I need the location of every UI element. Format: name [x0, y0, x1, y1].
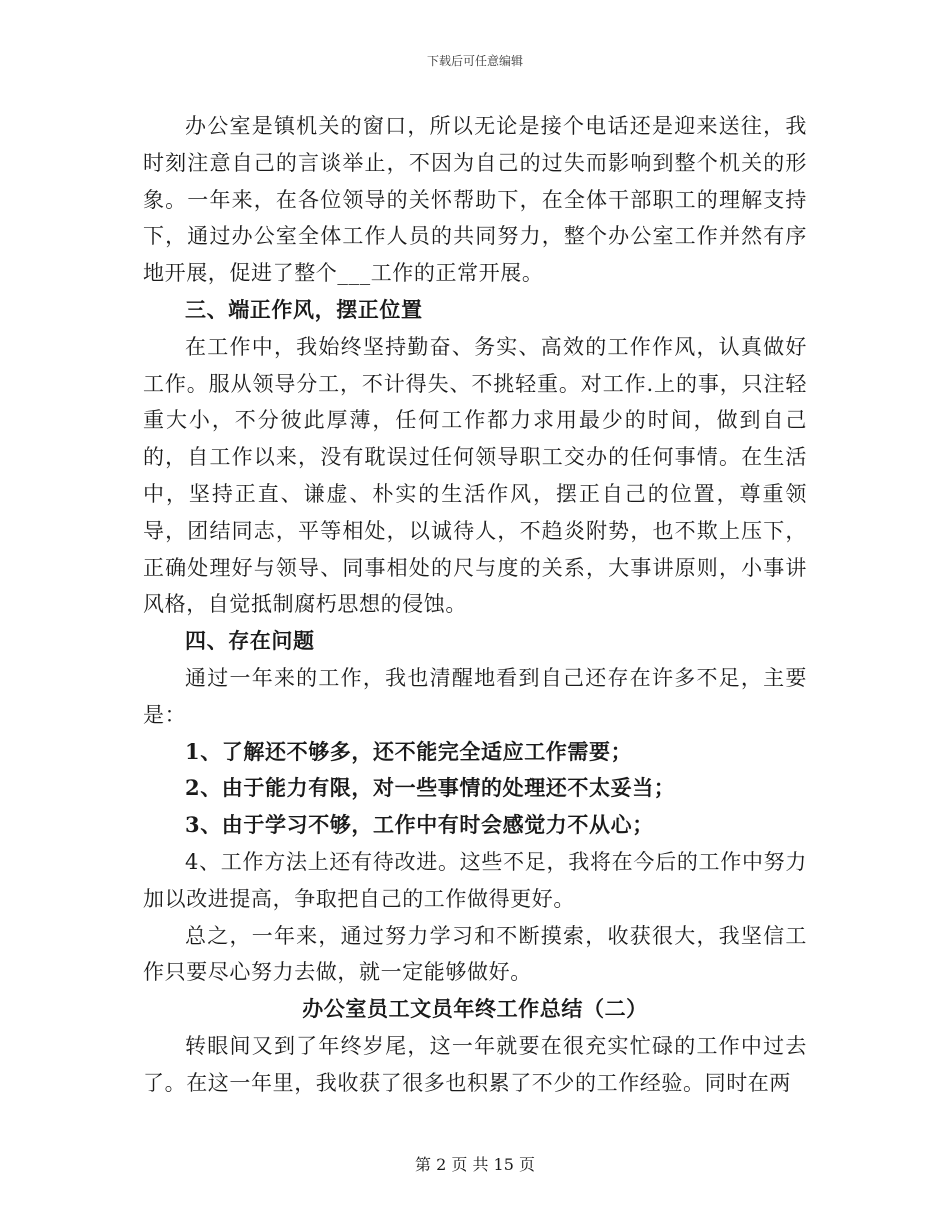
header-note: 下载后可任意编辑	[426, 54, 523, 68]
paragraph-problems-intro: 通过一年来的工作，我也清醒地看到自己还存在许多不足，主要是：	[143, 665, 807, 727]
problem-item-4: 4、工作方法上还有待改进。这些不足，我将在今后的工作中努力加以改进提高，争取把自己的工作做得更好。	[143, 849, 807, 911]
problem-item-2: 2、由于能力有限，对一些事情的处理还不太妥当；	[185, 775, 676, 801]
problem-item-1: 1、了解还不够多，还不能完全适应工作需要；	[185, 738, 633, 764]
paragraph-year-end: 转眼间又到了年终岁尾，这一年就要在很充实忙碌的工作中过去了。在这一年里，我收获了很多也积累了不少的工作经验。同时在两	[143, 1033, 807, 1095]
section-heading-problems: 四、存在问题	[185, 628, 315, 654]
document-body	[143, 108, 807, 1102]
paragraph-conclusion: 总之，一年来，通过努力学习和不断摸索，收获很大，我坚信工作只要尽心努力去做，就一定能够做好。	[143, 923, 807, 985]
section-heading-style: 三、端正作风，摆正位置	[185, 296, 423, 322]
problem-item-3: 3、由于学习不够，工作中有时会感觉力不从心；	[185, 812, 654, 838]
section-title-part-two: 办公室员工文员年终工作总结（二）	[302, 996, 648, 1022]
page-number: 第 2 页 共 15 页	[415, 1155, 535, 1174]
paragraph-office-window: 办公室是镇机关的窗口，所以无论是接个电话还是迎来送往，我时刻注意自己的言谈举止，不因为自己的过失而影响到整个机关的形象。一年来，在各位领导的关怀帮助下，在全体干部职工的理解支持下，通过办公室全体工作人员的共同努力，整个办公室工作并然有序地开展，促进了整个___工作的正常开展。	[143, 114, 807, 286]
paragraph-work-style: 在工作中，我始终坚持勤奋、务实、高效的工作作风，认真做好工作。服从领导分工，不计得失、不挑轻重。对工作.上的事，只注轻重大小，不分彼此厚薄，任何工作都力求用最少的时间，做到自己的，自工作以来，没有耽误过任何领导职工交办的任何事情。在生活中，坚持正直、谦虚、朴实的生活作风，摆正自己的位置，尊重领导，团结同志，平等相处，以诚待人，不趋炎附势，也不欺上压下，正确处理好与领导、同事相处的尺与度的关系，大事讲原则，小事讲风格，自觉抵制腐朽思想的侵蚀。	[143, 334, 807, 617]
